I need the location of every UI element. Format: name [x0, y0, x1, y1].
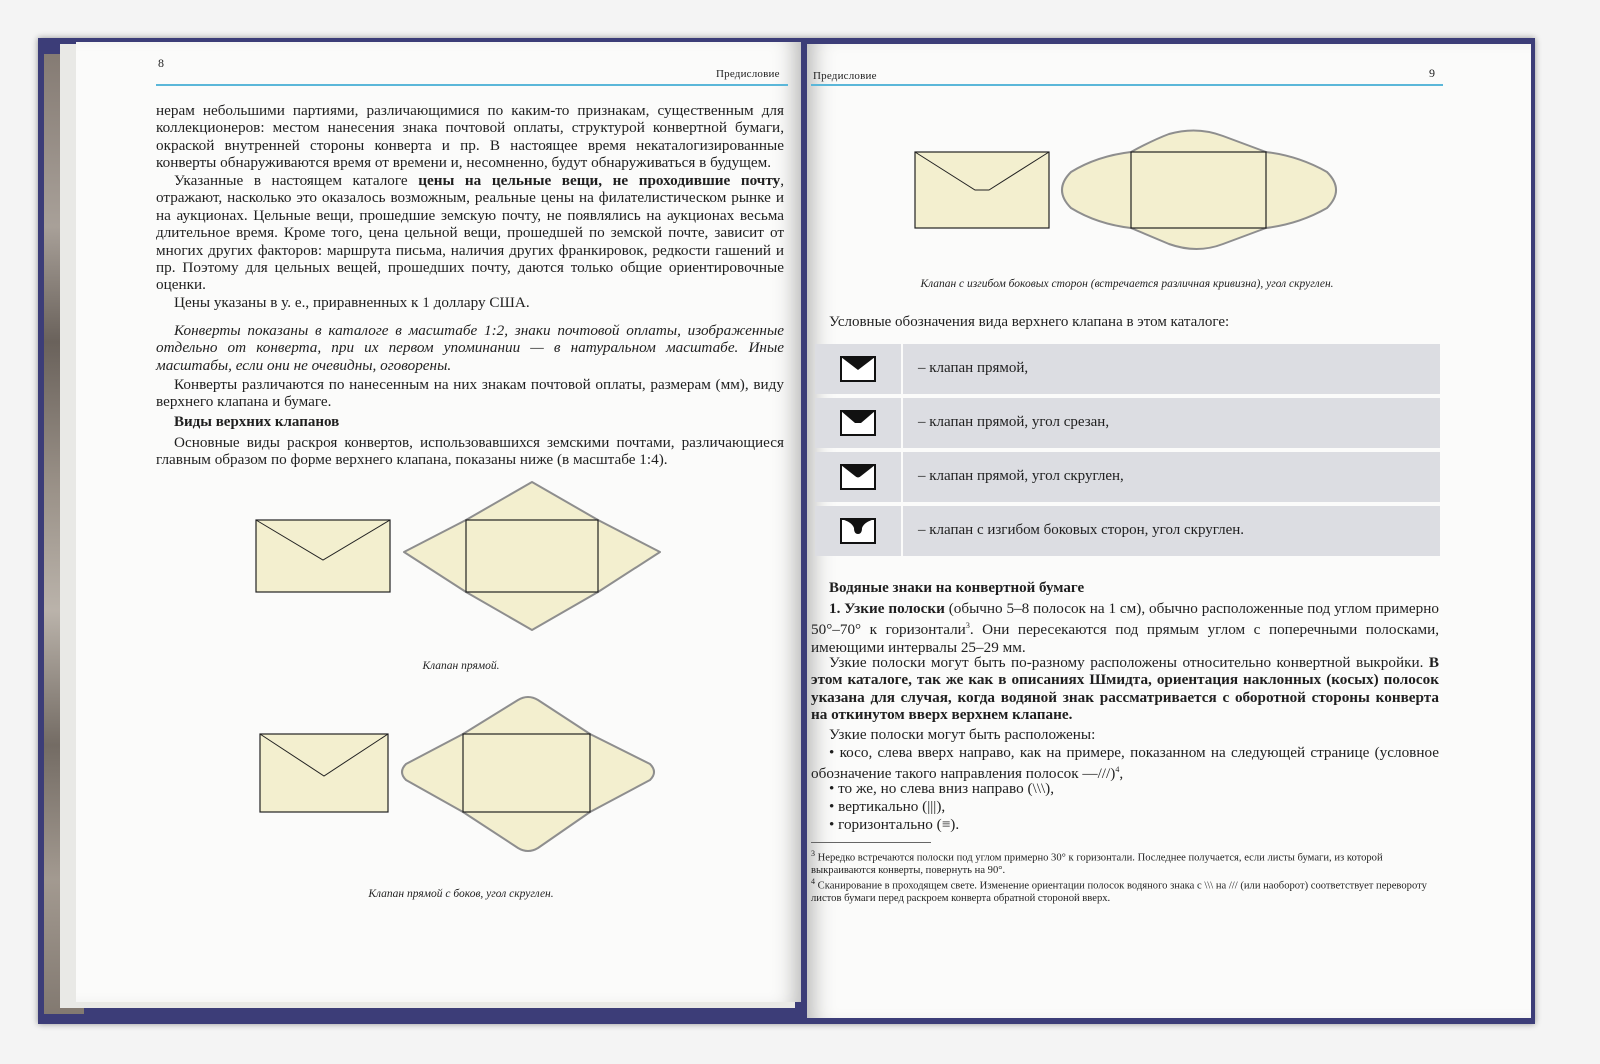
envelope-straight-flap-diagram	[252, 478, 672, 658]
left-page	[76, 42, 801, 1002]
section-heading: Виды верхних клапанов	[174, 414, 340, 430]
paragraph-scale-note: Конверты показаны в каталоге в масштабе 1:2, знаки почтовой оплаты, изображенные отдельно от конверта, при их первом упоминании — в натуральном масштабе. Иные масштабы, если они не очевидны, оговорены.	[156, 322, 784, 374]
legend-text: – клапан прямой, угол срезан,	[918, 414, 1110, 430]
legend-row	[815, 344, 1440, 394]
cut-corner-flap-icon	[840, 410, 876, 436]
legend-row	[815, 452, 1440, 502]
page-number: 8	[158, 56, 164, 70]
legend-separator	[901, 398, 903, 448]
bullet-item: • горизонтально (≡).	[829, 816, 960, 833]
legend-text: – клапан прямой, угол скруглен,	[918, 468, 1124, 484]
paragraph-flap-types: Основные виды раскроя конвертов, использовавшихся земскими почтами, различающиеся главным образом по форме верхнего клапана, показаны ниже (в масштабе 1:4).	[156, 434, 784, 469]
legend-separator	[901, 344, 903, 394]
bullet-item: • то же, но слева вниз направо (\\\),	[829, 780, 1055, 797]
header-rule	[811, 84, 1443, 86]
running-head: Предисловие	[716, 68, 780, 80]
legend-intro: Условные обозначения вида верхнего клапана в этом каталоге:	[829, 314, 1230, 330]
straight-flap-icon	[840, 356, 876, 382]
legend-text: – клапан с изгибом боковых сторон, угол скруглен.	[918, 522, 1245, 538]
right-page	[807, 44, 1531, 1018]
paragraph-positions: Узкие полоски могут быть расположены:	[829, 726, 1096, 743]
paragraph-prices: Указанные в настоящем каталоге цены на цельные вещи, не проходившие почту, отражают, насколько это оказалось возможным, реальные цены на филателистическом рынке и на аукционах. Цельные вещи, прошедшие земскую почту, не появлялись на аукционах весьма длительное время. Кроме того, цена цельной вещи, прошедшей по земской почте, зависит от многих других факторов: маршрута письма, наличия других франкировок, редкости гашений и пр. Поэтому для цельных вещей, прошедших почту, даются только общие ориентировочные оценки.	[156, 172, 785, 294]
caption-straight-flap: Клапан прямой.	[422, 660, 500, 672]
bullet-item: • вертикально (|||),	[829, 798, 946, 815]
legend-icon-cell	[815, 452, 901, 502]
caption-rounded-flap: Клапан прямой с боков, угол скруглен.	[368, 888, 554, 900]
bullet-item: • косо, слева вверх направо, как на примере, показанном на следующей странице (условное обозначение такого направления полосок —///)$^4$,	[811, 744, 1439, 783]
legend-separator	[901, 452, 903, 502]
legend-row	[815, 398, 1440, 448]
caption-curved-flap: Клапан с изгибом боковых сторон (встречается различная кривизна), угол скруглен.	[920, 278, 1334, 290]
paragraph-narrow-stripes: 1. Узкие полоски (обычно 5–8 полосок на 1 см), обычно расположенные под углом примерно 50°–70° к горизонтали$^3$. Они пересекаются под прямым углом с поперечными полосками, имеющими интервалы 25–29 мм.	[811, 600, 1440, 656]
legend-icon-cell	[815, 344, 901, 394]
envelope-rounded-flap-diagram	[256, 692, 676, 862]
legend-row	[815, 506, 1440, 556]
paragraph-continuation: нерам небольшими партиями, различающимися по каким-то признакам, существенным для коллекционеров: местом нанесения знака почтовой оплаты, структурой конвертной бумаги, окраской внутренней стороны конверта и пр. В настоящее время некаталогизированные конверты обнаруживаются время от времени и, несомненно, будут обнаруживаться в будущем.	[156, 102, 784, 172]
header-rule	[156, 84, 788, 86]
legend-icon-cell	[815, 398, 901, 448]
rounded-corner-flap-icon	[840, 464, 876, 490]
footnote-3: $^3$ Нередко встречаются полоски под углом примерно 30° к горизонтали. Последнее получается, если листы бумаги, из которой выкраиваются конверты, повернуть на 90°.	[811, 849, 1383, 877]
envelope-curved-flap-diagram	[911, 128, 1361, 278]
running-head: Предисловие	[813, 70, 877, 82]
footnote-4: $^4$ Сканирование в проходящем свете. Изменение ориентации полосок водяного знака с \\\ на /// (или наоборот) соответствует перевороту листов бумаги перед раскроем конверта обратной стороной вверх.	[811, 877, 1427, 905]
page-number: 9	[1429, 66, 1435, 80]
legend-separator	[901, 506, 903, 556]
paragraph-currency: Цены указаны в у. е., приравненных к 1 доллару США.	[174, 294, 530, 311]
legend-text: – клапан прямой,	[918, 360, 1029, 376]
paragraph-orientation: Узкие полоски могут быть по-разному расположены относительно конвертной выкройки. В этом каталоге, так же как в описаниях Шмидта, ориентация наклонных (косых) полосок указана для случая, когда водяной знак рассматривается с оборотной стороны конверта на откинутом вверх верхнем клапане.	[811, 654, 1439, 724]
curved-sides-flap-icon	[840, 518, 876, 544]
section-heading: Водяные знаки на конвертной бумаге	[829, 580, 1085, 596]
paragraph-differences: Конверты различаются по нанесенным на них знакам почтовой оплаты, размерам (мм), виду верхнего клапана и бумаге.	[156, 376, 784, 411]
legend-icon-cell	[815, 506, 901, 556]
footnote-rule	[811, 842, 931, 843]
